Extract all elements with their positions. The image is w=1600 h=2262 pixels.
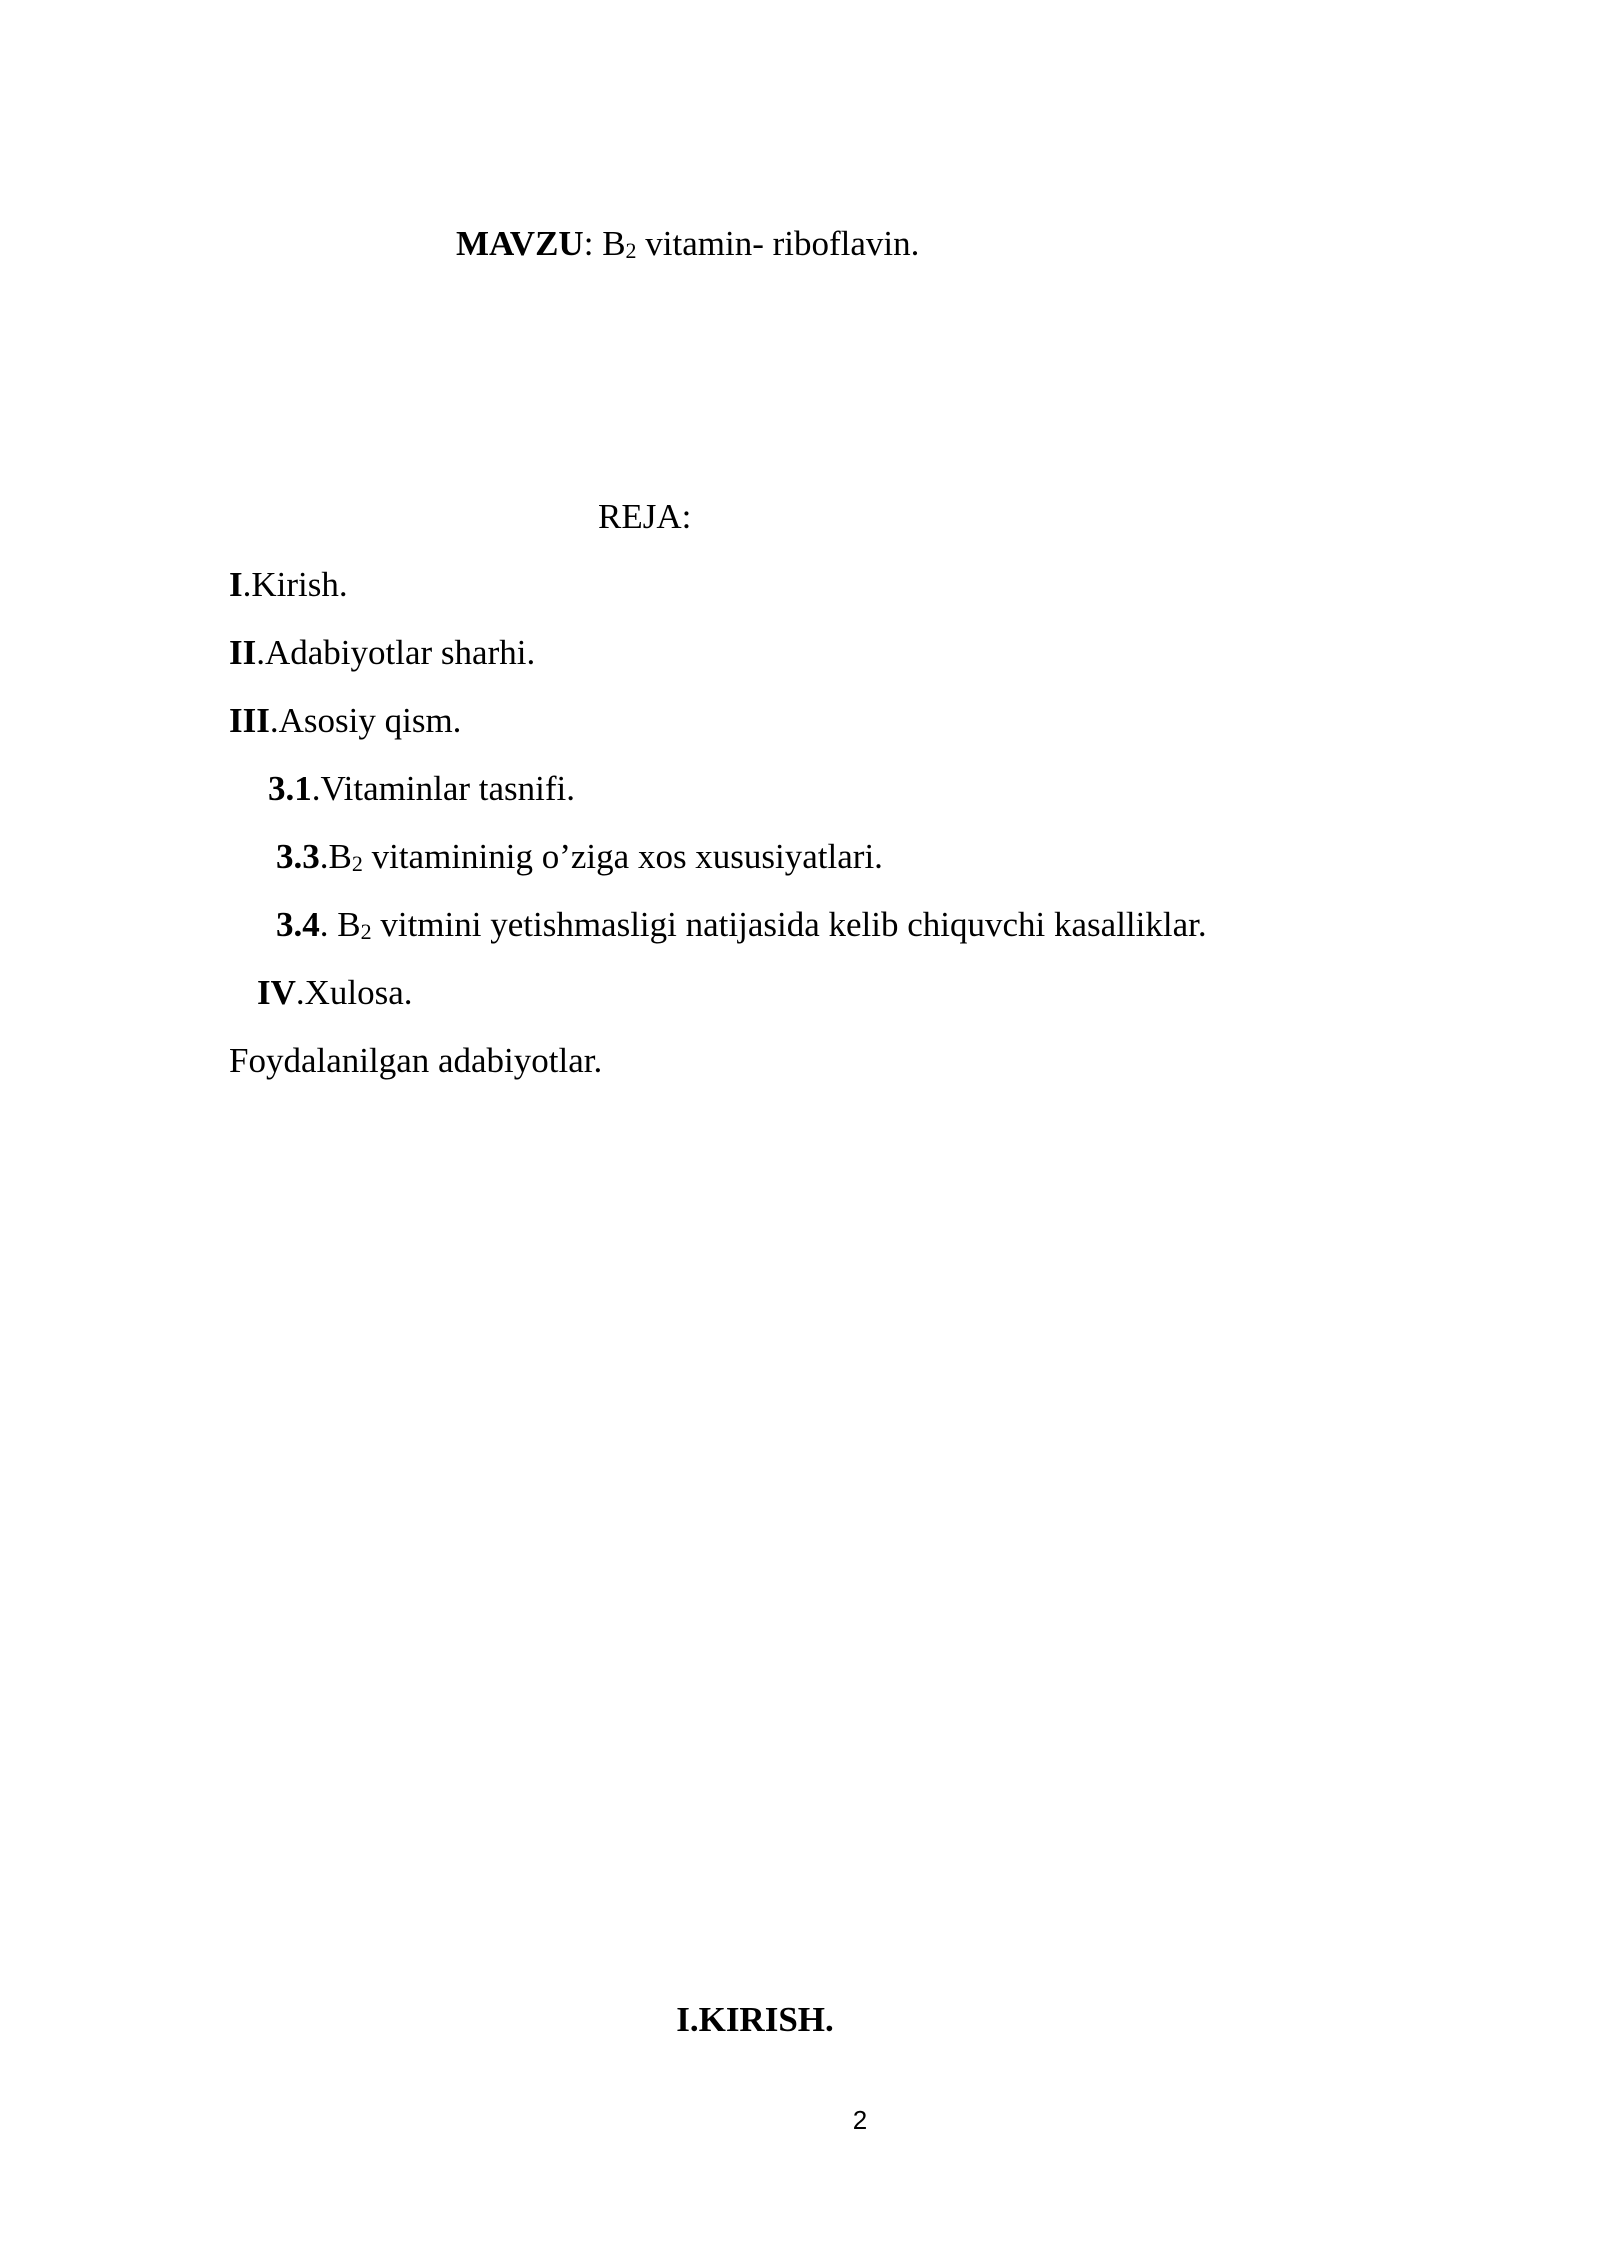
plan-item-number: II bbox=[229, 633, 257, 672]
plan-item-conclusion bbox=[257, 971, 413, 1015]
topic-vitamin-subscript: 2 bbox=[625, 238, 637, 263]
plan-item-literature-review bbox=[229, 631, 535, 675]
plan-item-number: I bbox=[229, 565, 243, 604]
plan-item-number: III bbox=[229, 701, 270, 740]
plan-item-prefix: . B bbox=[319, 905, 361, 944]
plan-item-main-part bbox=[229, 699, 461, 743]
plan-item-text: .Asosiy qism. bbox=[269, 701, 462, 740]
plan-item-subscript: 2 bbox=[351, 851, 363, 876]
plan-item-number: 3.4 bbox=[276, 905, 320, 944]
section-heading: I.KIRISH. bbox=[676, 2000, 834, 2039]
plan-subitem-properties bbox=[276, 835, 883, 879]
plan-item-text: vitamininig o’ziga xos xususiyatlari. bbox=[362, 837, 883, 876]
plan-item-references: Foydalanilgan adabiyotlar. bbox=[229, 1041, 603, 1080]
plan-item-text: .Adabiyotlar sharhi. bbox=[256, 633, 536, 672]
topic-separator: : bbox=[583, 224, 603, 263]
topic-label: MAVZU bbox=[456, 224, 584, 263]
plan-item-introduction bbox=[229, 563, 348, 607]
topic-line bbox=[456, 222, 919, 266]
plan-title: REJA: bbox=[598, 497, 692, 536]
topic-vitamin-letter: B bbox=[602, 224, 626, 263]
topic-text: vitamin- riboflavin. bbox=[636, 224, 920, 263]
plan-item-text: .Xulosa. bbox=[295, 973, 413, 1012]
plan-item-text: .Vitaminlar tasnifi. bbox=[311, 769, 576, 808]
plan-item-subscript: 2 bbox=[360, 919, 372, 944]
plan-subitem-deficiency-diseases bbox=[276, 903, 1207, 947]
plan-item-number: IV bbox=[257, 973, 296, 1012]
plan-item-prefix: .B bbox=[319, 837, 352, 876]
page-number: 2 bbox=[852, 2105, 868, 2135]
plan-item-text: vitmini yetishmasligi natijasida kelib chiquvchi kasalliklar. bbox=[371, 905, 1207, 944]
plan-subitem-classification bbox=[268, 767, 575, 811]
plan-item-text: .Kirish. bbox=[242, 565, 348, 604]
plan-item-number: 3.1 bbox=[268, 769, 312, 808]
plan-item-number: 3.3 bbox=[276, 837, 320, 876]
